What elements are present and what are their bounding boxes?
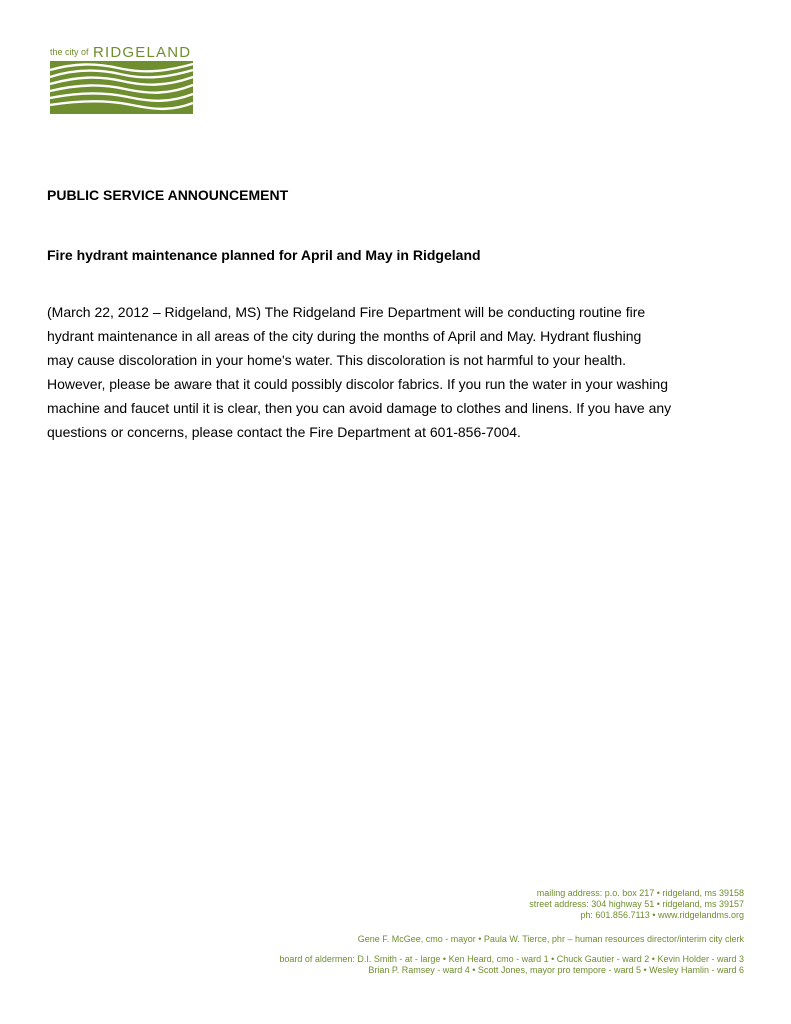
body-line: hydrant maintenance in all areas of the city during the months of April and May. Hydrant flushing xyxy=(47,328,642,344)
body-line: (March 22, 2012 – Ridgeland, MS) The Ridgeland Fire Department will be conducting routine fire xyxy=(47,304,646,320)
phone-website: ph: 601.856.7113 • www.ridgelandms.org xyxy=(580,910,744,920)
logo-name: RIDGELAND xyxy=(92,44,192,61)
announcement-body xyxy=(47,300,752,444)
logo-wordmark xyxy=(50,44,191,61)
logo-waves-icon xyxy=(50,61,193,114)
footer-address xyxy=(529,888,744,921)
street-address: street address: 304 highway 51 • ridgeland, ms 39157 xyxy=(529,899,744,909)
board-line: Brian P. Ramsey - ward 4 • Scott Jones, mayor pro tempore - ward 5 • Wesley Hamlin - ward 6 xyxy=(368,965,744,975)
body-line: may cause discoloration in your home's water. This discoloration is not harmful to your health. xyxy=(47,352,627,368)
body-line: However, please be aware that it could possibly discolor fabrics. If you run the water in your washing xyxy=(47,376,668,392)
footer-board xyxy=(279,954,744,976)
footer-officials: Gene F. McGee, cmo - mayor • Paula W. Tierce, phr – human resources director/interim city clerk xyxy=(357,934,744,944)
mailing-address: mailing address: p.o. box 217 • ridgeland, ms 39158 xyxy=(536,888,744,898)
city-logo xyxy=(50,44,195,114)
announcement-label: PUBLIC SERVICE ANNOUNCEMENT xyxy=(47,187,289,203)
logo-prefix: the city of xyxy=(50,47,89,57)
body-line: questions or concerns, please contact the Fire Department at 601-856-7004. xyxy=(47,424,521,440)
body-line: machine and faucet until it is clear, then you can avoid damage to clothes and linens. If you have any xyxy=(47,400,672,416)
board-line: board of aldermen: D.I. Smith - at - large • Ken Heard, cmo - ward 1 • Chuck Gautier - ward 2 • Kevin Holder - ward 3 xyxy=(279,954,744,964)
announcement-headline: Fire hydrant maintenance planned for April and May in Ridgeland xyxy=(47,247,481,263)
